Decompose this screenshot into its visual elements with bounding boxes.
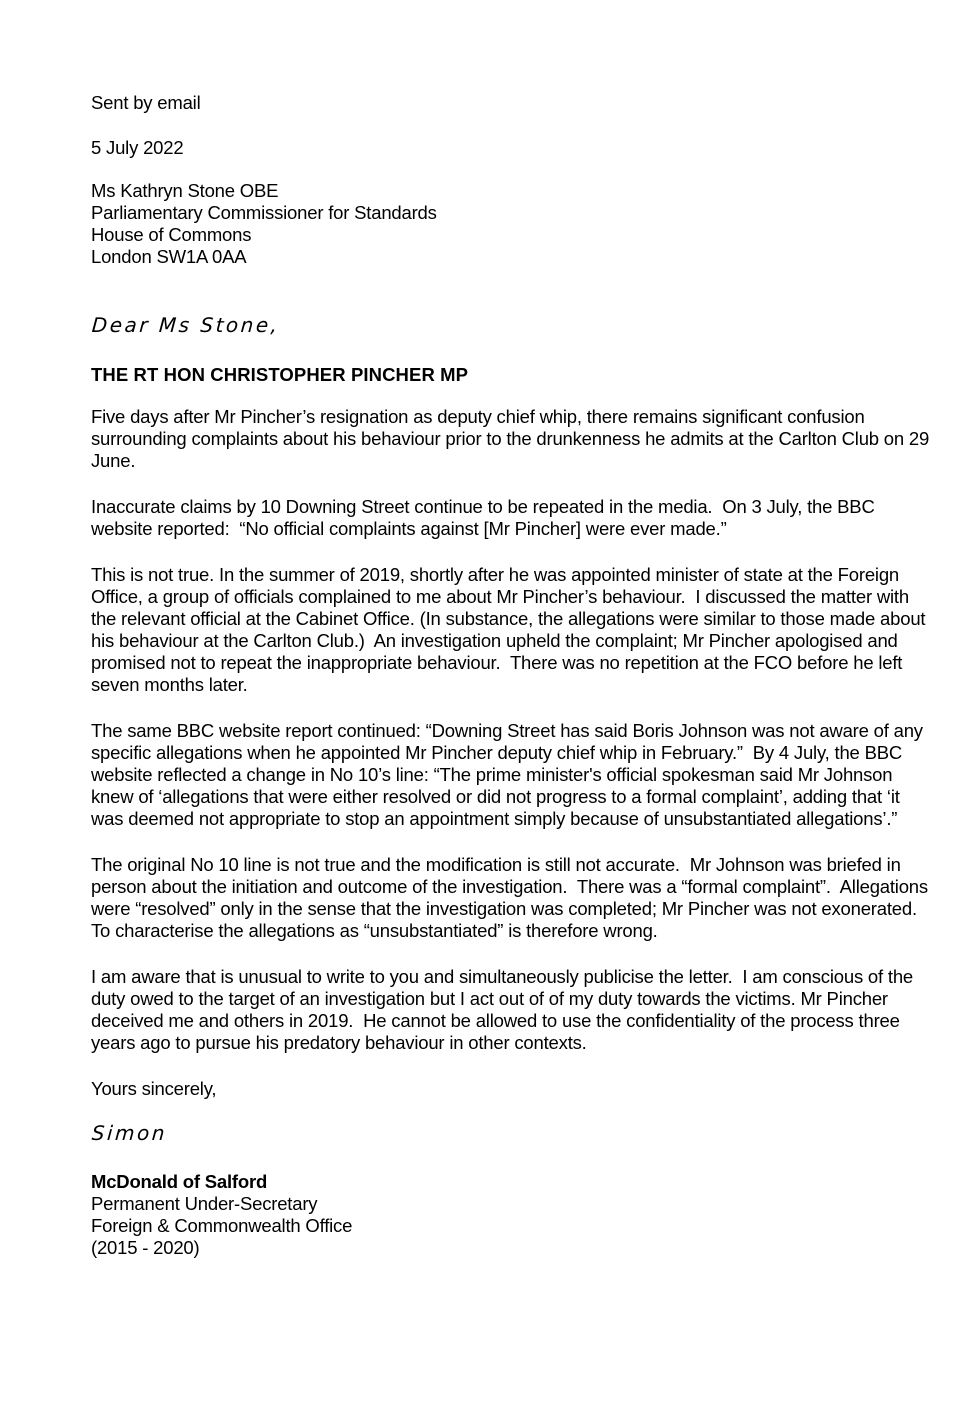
recipient-organisation: House of Commons [91, 224, 252, 245]
salutation-handwriting: Dear Ms Stone, [91, 313, 281, 337]
delivery-note: Sent by email [91, 92, 201, 113]
sender-name: McDonald of Salford [91, 1171, 268, 1192]
sender-tenure: (2015 - 2020) [91, 1237, 200, 1258]
sender-block [91, 1171, 936, 1259]
salutation [91, 312, 936, 339]
paragraph-2: Inaccurate claims by 10 Downing Street continue to be repeated in the media. On 3 July, the BBC website reported: “No official complaints against [Mr Pincher] were ever made.” [91, 496, 880, 539]
paragraph-4: The same BBC website report continued: “Downing Street has said Boris Johnson was not aware of any specific allegations when he appointed Mr Pincher deputy chief whip in February.” By 4 July, the BBC website reflected a change in No 10’s line: “The prime minister's official spokesman said Mr Johnson knew of ‘allegations that were either resolved or did not progress to a formal complaint’, adding that ‘it was deemed not appropriate to stop an appointment simply because of unsubstantiated allegations’.” [91, 720, 928, 829]
signature [91, 1120, 936, 1147]
letter-date: 5 July 2022 [91, 137, 184, 158]
paragraph-5: The original No 10 line is not true and the modification is still not accurate. Mr Johnson was briefed in person about the initiation and outcome of the investigation. There was a “formal complaint”. Allegations were “resolved” only in the sense that the investigation was completed; Mr Pincher was not exonerated. To characterise the allegations as “unsubstantiated” is therefore wrong. [91, 854, 933, 941]
sender-role: Permanent Under-Secretary [91, 1193, 318, 1214]
signature-handwriting: Simon [91, 1121, 168, 1145]
letter-body [91, 92, 936, 1259]
paragraph-1: Five days after Mr Pincher’s resignation as deputy chief whip, there remains significant confusion surrounding complaints about his behaviour prior to the drunkenness he admits at the Carlton Club on 29 June. [91, 406, 935, 471]
recipient-name: Ms Kathryn Stone OBE [91, 180, 279, 201]
valediction: Yours sincerely, [91, 1078, 217, 1099]
recipient-title: Parliamentary Commissioner for Standards [91, 202, 437, 223]
recipient-postal-address: London SW1A 0AA [91, 246, 247, 267]
sender-organisation: Foreign & Commonwealth Office [91, 1215, 353, 1236]
recipient-address-block [91, 180, 936, 268]
paragraph-6: I am aware that is unusual to write to you and simultaneously publicise the letter. I am conscious of the duty owed to the target of an investigation but I act out of of my duty towards the victims. Mr Pincher deceived me and others in 2019. He cannot be allowed to use the confidentiality of the process three years ago to pursue his predatory behaviour in other contexts. [91, 966, 918, 1053]
paragraph-3: This is not true. In the summer of 2019, shortly after he was appointed minister of state at the Foreign Office, a group of officials complained to me about Mr Pincher’s behaviour. I discussed the matter with the relevant official at the Cabinet Office. (In substance, the allegations were similar to those made about his behaviour at the Carlton Club.) An investigation upheld the complaint; Mr Pincher apologised and promised not to repeat the inappropriate behaviour. There was no repetition at the FCO before he left seven months later. [91, 564, 931, 695]
subject-heading: THE RT HON CHRISTOPHER PINCHER MP [91, 364, 469, 385]
